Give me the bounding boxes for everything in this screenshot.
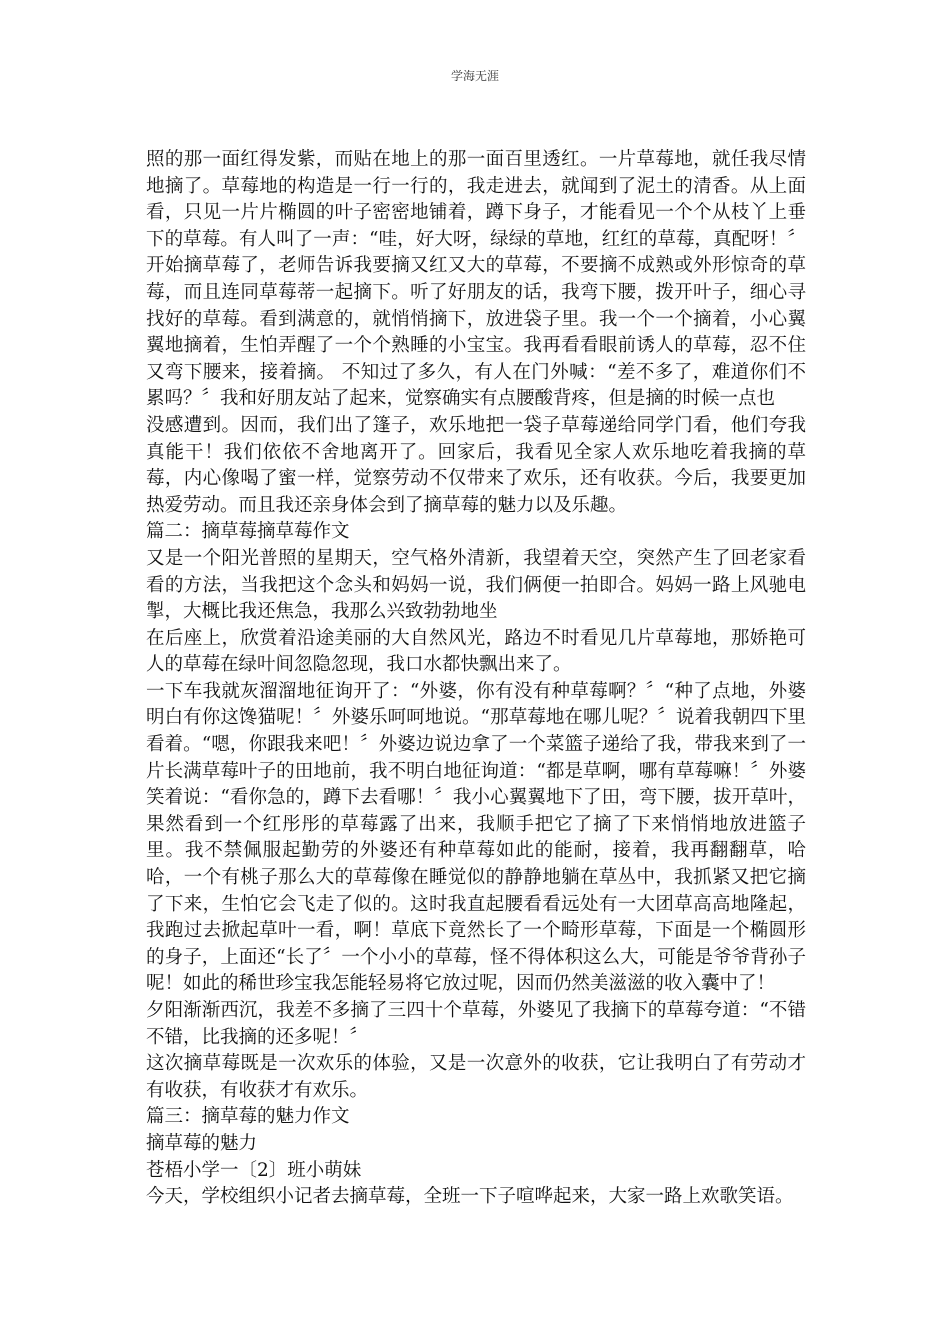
section-heading: 篇二：摘草莓摘草莓作文 <box>146 521 350 543</box>
essay-author: 苍梧小学一〔2〕班小萌妹 <box>146 1159 362 1181</box>
section-heading: 篇三：摘草莓的魅力作文 <box>146 1106 350 1128</box>
document-body <box>146 147 806 1211</box>
paragraph: 没感遭到。因而，我们出了篷子，欢乐地把一袋子草莓递给同学门看，他们夸我真能干！我们依依不舍地离开了。回家后，我看见全家人欢乐地吃着我摘的草莓，内心像喝了蜜一样，觉察劳动不仅带来了欢乐，还有收获。今后，我要更加热爱劳动。而且我还亲身体会到了摘草莓的魅力以及乐趣。 <box>146 414 806 516</box>
paragraph: 在后座上，欣赏着沿途美丽的大自然风光，路边不时看见几片草莓地，那娇艳可人的草莓在绿叶间忽隐忽现，我口水都快飘出来了。 <box>146 627 806 676</box>
essay-title: 摘草莓的魅力 <box>146 1132 258 1154</box>
page-header: 学海无涯 <box>450 69 499 83</box>
paragraph: 又是一个阳光普照的星期天，空气格外清新，我望着天空，突然产生了回老家看看的方法，当我把这个念头和妈妈一说，我们俩便一拍即合。妈妈一路上风驰电掣，大概比我还焦急，我那么兴致勃勃地坐 <box>146 547 806 623</box>
paragraph: 一下车我就灰溜溜地征询开了：“外婆，你有没有种草莓啊？〞“种了点地，外婆明白有你这馋猫呢！〞外婆乐呵呵地说。“那草莓地在哪儿呢？〞说着我朝四下里看着。“嗯，你跟我来吧！〞外婆边说边拿了一个菜篮子递给了我，带我来到了一片长满草莓叶子的田地前，我不明白地征询道：“都是草啊，哪有草莓嘛！〞外婆笑着说：“看你急的，蹲下去看哪！〞我小心翼翼地下了田，弯下腰，拔开草叶，果然看到一个红彤彤的草莓露了出来，我顺手把它了摘了下来悄悄地放进篮子里。我不禁佩服起勤劳的外婆还有种草莓如此的能耐，接着，我再翻翻草，哈哈，一个有桃子那么大的草莓像在睡觉似的静静地躺在草丛中，我抓紧又把它摘了下来，生怕它会飞走了似的。这时我直起腰看看远处有一大团草高高地隆起，我跑过去掀起草叶一看，啊！草底下竟然长了一个畸形草莓，下面是一个椭圆形的身子，上面还“长了〞一个小小的草莓，怪不得体积这么大，可能是爷爷背孙子呢！如此的稀世珍宝我怎能轻易将它放过呢，因而仍然美滋滋的收入囊中了！ <box>146 680 806 995</box>
paragraph: 今天，学校组织小记者去摘草莓，全班一下子喧哗起来，大家一路上欢歌笑语。 <box>146 1186 794 1208</box>
paragraph: 这次摘草莓既是一次欢乐的体验，又是一次意外的收获，它让我明白了有劳动才有收获，有收获才有欢乐。 <box>146 1053 806 1101</box>
paragraph: 照的那一面红得发紫，而贴在地上的那一面百里透红。一片草莓地，就任我尽情地摘了。草莓地的构造是一行一行的，我走进去，就闻到了泥土的清香。从上面看，只见一片片椭圆的叶子密密地铺着，蹲下身子，才能看见一个个从枝丫上垂下的草莓。有人叫了一声：“哇，好大呀，绿绿的草地，红红的草莓，真配呀！〞 开始摘草莓了，老师告诉我要摘又红又大的草莓，不要摘不成熟或外形惊奇的草莓，而且连同草莓蒂一起摘下。听了好朋友的话，我弯下腰，拨开叶子，细心寻找好的草莓。看到满意的，就悄悄摘下，放进袋子里。我一个一个摘着，小心翼翼地摘着，生怕弄醒了一个个熟睡的小宝宝。我再看看眼前诱人的草莓，忍不住又弯下腰来，接着摘。 不知过了多久，有人在门外喊：“差不多了，难道你们不累吗？〞我和好朋友站了起来，觉察确实有点腰酸背疼，但是摘的时候一点也 <box>146 149 806 410</box>
paragraph: 夕阳渐渐西沉，我差不多摘了三四十个草莓，外婆见了我摘下的草莓夸道：“不错不错，比我摘的还多呢！〞 <box>146 1000 806 1048</box>
